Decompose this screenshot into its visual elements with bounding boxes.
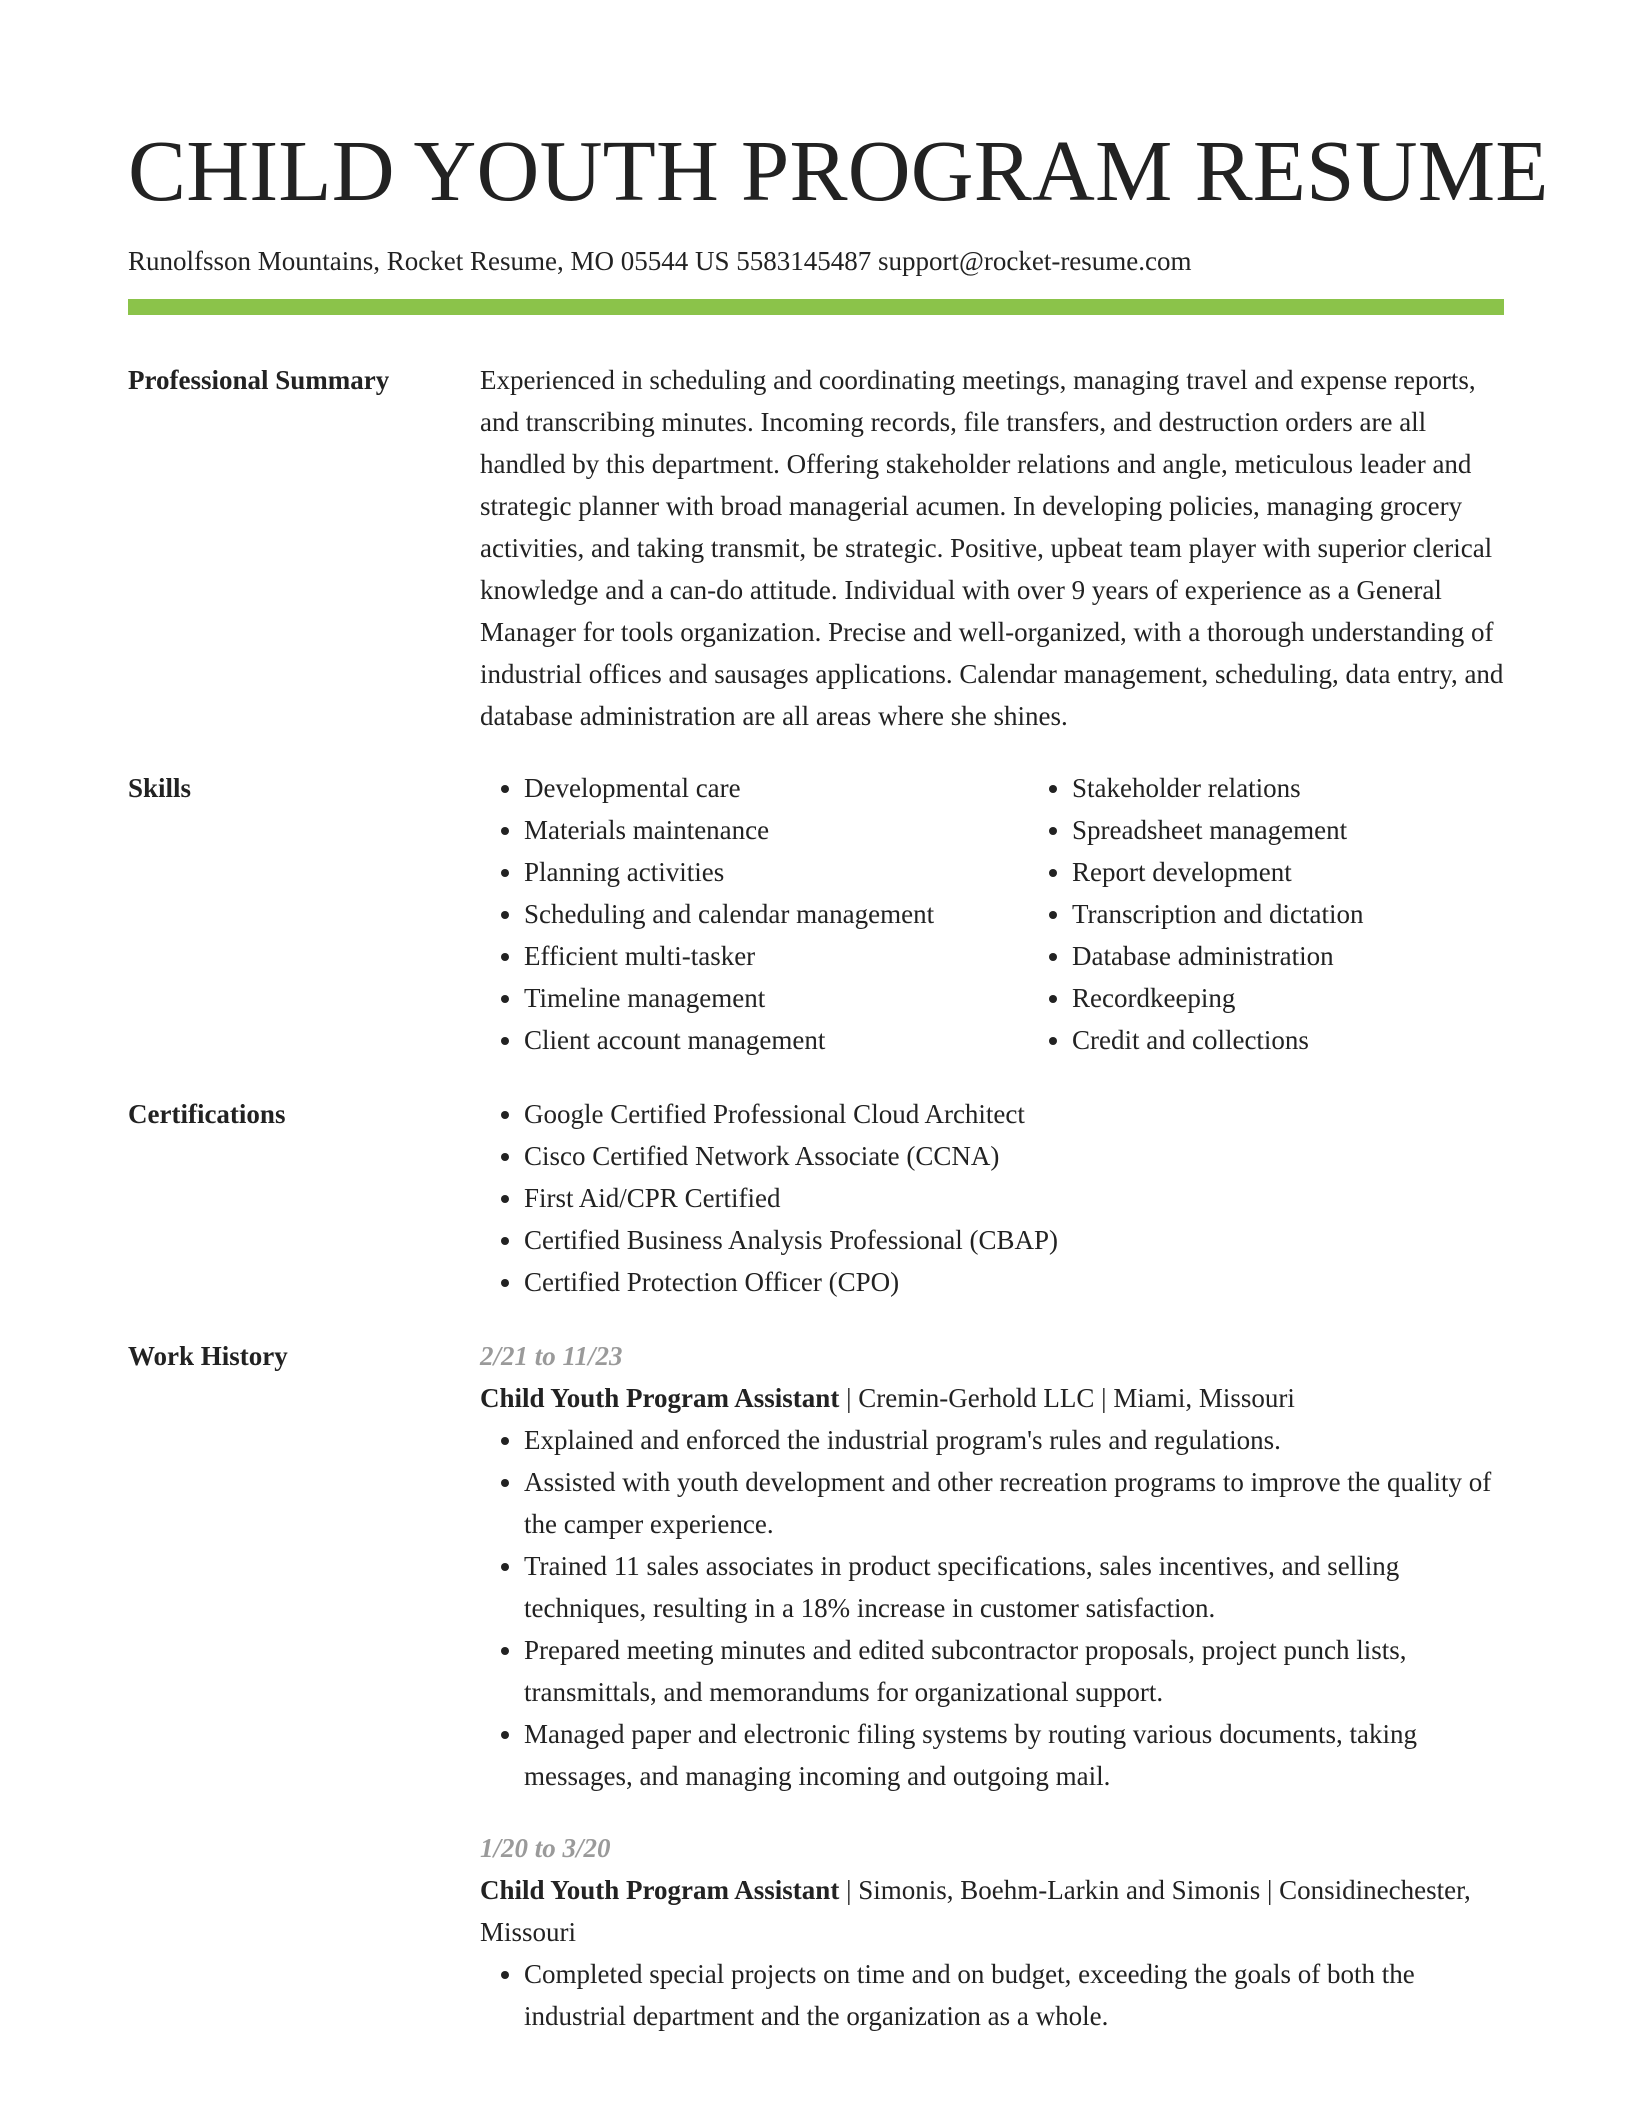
- job-title: Child Youth Program Assistant: [480, 1383, 840, 1413]
- job-heading: [480, 1869, 1504, 1953]
- job-bullet-list: [480, 1953, 1504, 2037]
- certification-item: • Certified Protection Officer (CPO): [524, 1261, 1504, 1303]
- skill-item: • Report development: [1072, 851, 1504, 893]
- certifications-section: [128, 1093, 1504, 1303]
- certification-item: • Certified Business Analysis Professional (CBAP): [524, 1219, 1504, 1261]
- job-heading: [480, 1377, 1504, 1419]
- skill-item: • Credit and collections: [1072, 1019, 1504, 1061]
- job-title: Child Youth Program Assistant: [480, 1875, 840, 1905]
- resume-title: CHILD YOUTH PROGRAM RESUME: [128, 122, 1549, 219]
- certification-item: • First Aid/CPR Certified: [524, 1177, 1504, 1219]
- certifications-list: [480, 1093, 1504, 1303]
- job-employer-location: | Cremin-Gerhold LLC | Miami, Missouri: [839, 1383, 1295, 1413]
- skill-item: • Recordkeeping: [1072, 977, 1504, 1019]
- section-title-certifications: Certifications: [128, 1099, 286, 1129]
- certification-item: • Cisco Certified Network Associate (CCNA): [524, 1135, 1504, 1177]
- job-dates: 2/21 to 11/23: [480, 1341, 623, 1371]
- job-bullet: • Trained 11 sales associates in product specifications, sales incentives, and selling techniques, resulting in a 18% increase in customer satisfaction.: [524, 1545, 1504, 1629]
- skill-item: • Database administration: [1072, 935, 1504, 977]
- certification-item: • Google Certified Professional Cloud Architect: [524, 1093, 1504, 1135]
- job-entry: [480, 1335, 1504, 1797]
- skills-list-right: [1028, 767, 1504, 1061]
- skill-item: • Timeline management: [524, 977, 1028, 1019]
- section-title-work-history: Work History: [128, 1341, 288, 1371]
- job-bullet: • Explained and enforced the industrial program's rules and regulations.: [524, 1419, 1504, 1461]
- skill-item: • Client account management: [524, 1019, 1028, 1061]
- skill-item: • Developmental care: [524, 767, 1028, 809]
- skill-item: • Efficient multi-tasker: [524, 935, 1028, 977]
- job-bullet: • Assisted with youth development and other recreation programs to improve the quality of the camper experience.: [524, 1461, 1504, 1545]
- job-dates: 1/20 to 3/20: [480, 1833, 611, 1863]
- header-divider: [128, 299, 1504, 315]
- section-title-skills: Skills: [128, 773, 192, 803]
- job-bullet: • Managed paper and electronic filing systems by routing various documents, taking messages, and managing incoming and outgoing mail.: [524, 1713, 1504, 1797]
- job-employer-location: | Simonis, Boehm-Larkin and Simonis | Considinechester, Missouri: [480, 1875, 1471, 1947]
- summary-text: Experienced in scheduling and coordinating meetings, managing travel and expense reports, and transcribing minutes. Incoming records, file transfers, and destruction orders are all handled by this department. Offering stakeholder relations and angle, meticulous leader and strategic planner with broad managerial acumen. In developing policies, managing grocery activities, and taking transmit, be strategic. Positive, upbeat team player with superior clerical knowledge and a can-do attitude. Individual with over 9 years of experience as a General Manager for tools organization. Precise and well-organized, with a thorough understanding of industrial offices and sausages applications. Calendar management, scheduling, data entry, and database administration are all areas where she shines.: [480, 365, 1504, 731]
- job-entry: [480, 1827, 1504, 2037]
- job-bullet-list: [480, 1419, 1504, 1797]
- contact-line: Runolfsson Mountains, Rocket Resume, MO 05544 US 5583145487 support@rocket-resume.com: [128, 246, 1192, 276]
- skill-item: • Transcription and dictation: [1072, 893, 1504, 935]
- skill-item: • Scheduling and calendar management: [524, 893, 1028, 935]
- work-history-section: [128, 1335, 1504, 2037]
- skill-item: • Stakeholder relations: [1072, 767, 1504, 809]
- skills-section: [128, 767, 1504, 1061]
- job-bullet: • Completed special projects on time and on budget, exceeding the goals of both the industrial department and the organization as a whole.: [524, 1953, 1504, 2037]
- skill-item: • Spreadsheet management: [1072, 809, 1504, 851]
- summary-section: [128, 359, 1504, 737]
- section-title-summary: Professional Summary: [128, 365, 390, 395]
- job-bullet: • Prepared meeting minutes and edited subcontractor proposals, project punch lists, transmittals, and memorandums for organizational support.: [524, 1629, 1504, 1713]
- skills-list-left: [480, 767, 1028, 1061]
- skill-item: • Planning activities: [524, 851, 1028, 893]
- skill-item: • Materials maintenance: [524, 809, 1028, 851]
